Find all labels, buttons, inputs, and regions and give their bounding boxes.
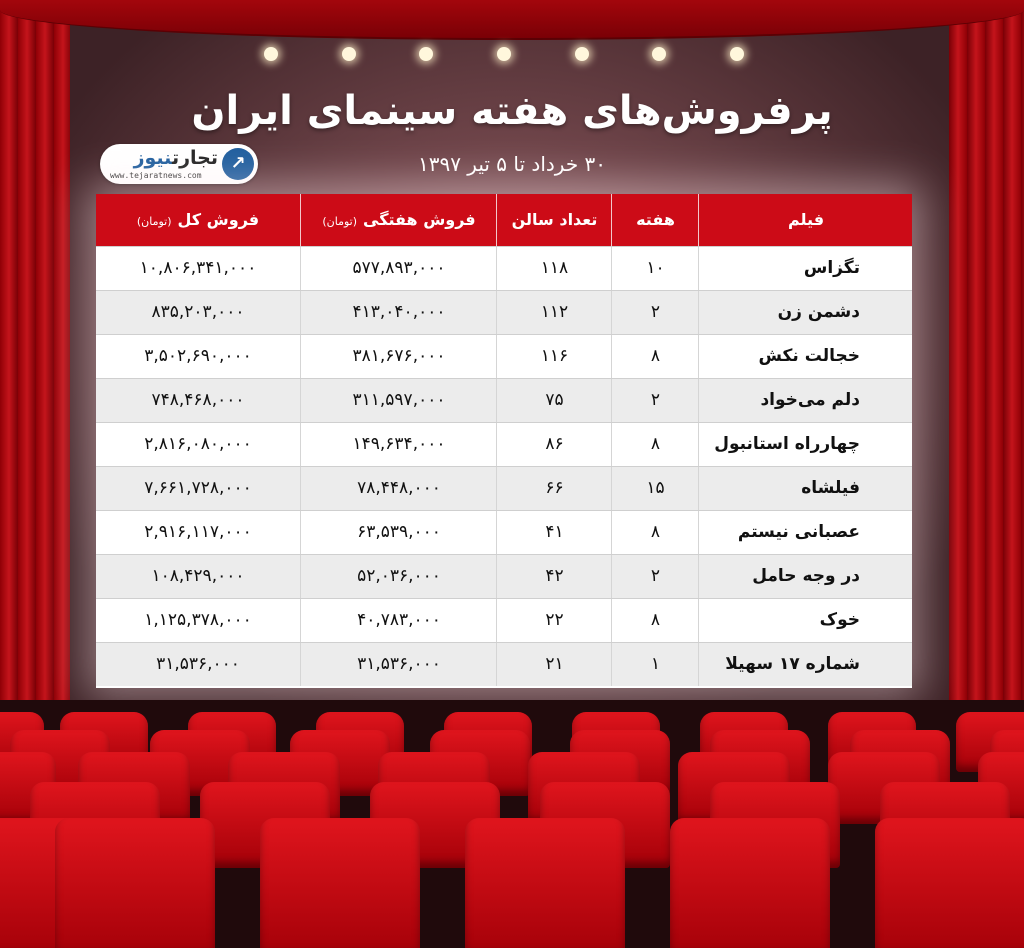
weekly-sales-cell: ۳۸۱,۶۷۶,۰۰۰ [300,335,497,378]
week-cell: ۲ [611,291,699,334]
brand-website: www.tejaratnews.com [110,171,202,180]
halls-cell: ۱۱۸ [496,247,612,290]
light-bulb-icon [264,47,278,61]
seat-icon [670,818,830,948]
header-halls: تعداد سالن [496,194,612,246]
film-name-cell: شماره ۱۷ سهیلا [698,643,912,686]
film-name-cell: در وجه حامل [698,555,912,598]
week-cell: ۲ [611,379,699,422]
light-bulb-icon [730,47,744,61]
table-row [96,334,912,378]
weekly-sales-cell: ۱۴۹,۶۳۴,۰۰۰ [300,423,497,466]
total-sales-cell: ۳۱,۵۳۶,۰۰۰ [156,654,240,674]
halls-cell: ۴۲ [496,555,612,598]
seat-icon [260,818,420,948]
header-weekly-sales-label: فروش هفتگی [363,210,476,229]
film-name-cell: فیلشاه [698,467,912,510]
brand-name-prefix: تجارت [171,147,218,169]
week-cell: ۸ [611,511,699,554]
week-cell: ۱۰ [611,247,699,290]
halls-cell: ۲۲ [496,599,612,642]
halls-cell: ۴۱ [496,511,612,554]
weekly-sales-cell: ۷۸,۴۴۸,۰۰۰ [300,467,497,510]
week-cell: ۱۵ [611,467,699,510]
halls-cell: ۲۱ [496,643,612,686]
light-bulb-icon [419,47,433,61]
light-bulb-icon [575,47,589,61]
film-name-cell: خجالت نکش [698,335,912,378]
table-row [96,246,912,290]
poster-title: پرفروش‌های هفته سینمای ایران [191,88,833,134]
week-cell: ۸ [611,423,699,466]
total-sales-cell: ۱,۱۲۵,۳۷۸,۰۰۰ [144,610,252,630]
weekly-sales-cell: ۵۷۷,۸۹۳,۰۰۰ [300,247,497,290]
halls-cell: ۱۱۶ [496,335,612,378]
seat-icon [55,818,215,948]
table-row [96,422,912,466]
total-sales-cell: ۱۰۸,۴۲۹,۰۰۰ [151,566,245,586]
box-office-table [96,194,912,688]
brand-name [134,147,218,169]
film-name-cell: دلم می‌خواد [698,379,912,422]
week-cell: ۲ [611,555,699,598]
light-bulb-icon [342,47,356,61]
week-cell: ۸ [611,599,699,642]
tejaratnews-logo-icon: ↗ [222,148,254,180]
film-name-cell: چهارراه استانبول [698,423,912,466]
total-sales-cell: ۲,۹۱۶,۱۱۷,۰۰۰ [144,522,252,542]
weekly-sales-cell: ۳۱,۵۳۶,۰۰۰ [300,643,497,686]
film-name-cell: تگزاس [698,247,912,290]
table-row [96,510,912,554]
total-sales-cell: ۷۴۸,۴۶۸,۰۰۰ [151,390,245,410]
header-film: فیلم [698,194,913,246]
header-weekly-unit: (تومان) [322,215,357,228]
film-name-cell: خوک [698,599,912,642]
table-row [96,642,912,686]
table-row [96,290,912,334]
week-cell: ۱ [611,643,699,686]
header-week: هفته [611,194,699,246]
theater-seats [0,700,1024,948]
weekly-sales-cell: ۴۰,۷۸۳,۰۰۰ [300,599,497,642]
film-name-cell: دشمن زن [698,291,912,334]
header-total-sales-label: فروش کل [177,210,260,229]
table-row [96,554,912,598]
week-cell: ۸ [611,335,699,378]
table-row [96,466,912,510]
halls-cell: ۷۵ [496,379,612,422]
table-row [96,598,912,642]
seat-icon [875,818,1024,948]
header-total-unit: (تومان) [136,215,172,228]
total-sales-cell: ۲,۸۱۶,۰۸۰,۰۰۰ [144,434,252,454]
brand-logo [100,144,258,184]
table-header [96,194,912,246]
header-total-sales [96,194,300,246]
halls-cell: ۸۶ [496,423,612,466]
table-row [96,378,912,422]
total-sales-cell: ۷,۶۶۱,۷۲۸,۰۰۰ [144,478,252,498]
weekly-sales-cell: ۶۳,۵۳۹,۰۰۰ [300,511,497,554]
date-range: ۳۰ خرداد تا ۵ تیر ۱۳۹۷ [417,152,607,176]
light-bulb-icon [497,47,511,61]
total-sales-cell: ۳,۵۰۲,۶۹۰,۰۰۰ [144,346,252,366]
stage-lights [264,47,744,63]
curtain-valance [0,0,1024,40]
header-weekly-sales [300,194,497,246]
weekly-sales-cell: ۳۱۱,۵۹۷,۰۰۰ [300,379,497,422]
total-sales-cell: ۸۳۵,۲۰۳,۰۰۰ [151,302,245,322]
weekly-sales-cell: ۵۲,۰۳۶,۰۰۰ [300,555,497,598]
seat-icon [465,818,625,948]
light-bulb-icon [652,47,666,61]
film-name-cell: عصبانی نیستم [698,511,912,554]
brand-name-accent: نیوز [133,147,172,169]
halls-cell: ۶۶ [496,467,612,510]
weekly-sales-cell: ۴۱۳,۰۴۰,۰۰۰ [300,291,497,334]
halls-cell: ۱۱۲ [496,291,612,334]
total-sales-cell: ۱۰,۸۰۶,۳۴۱,۰۰۰ [139,258,257,278]
